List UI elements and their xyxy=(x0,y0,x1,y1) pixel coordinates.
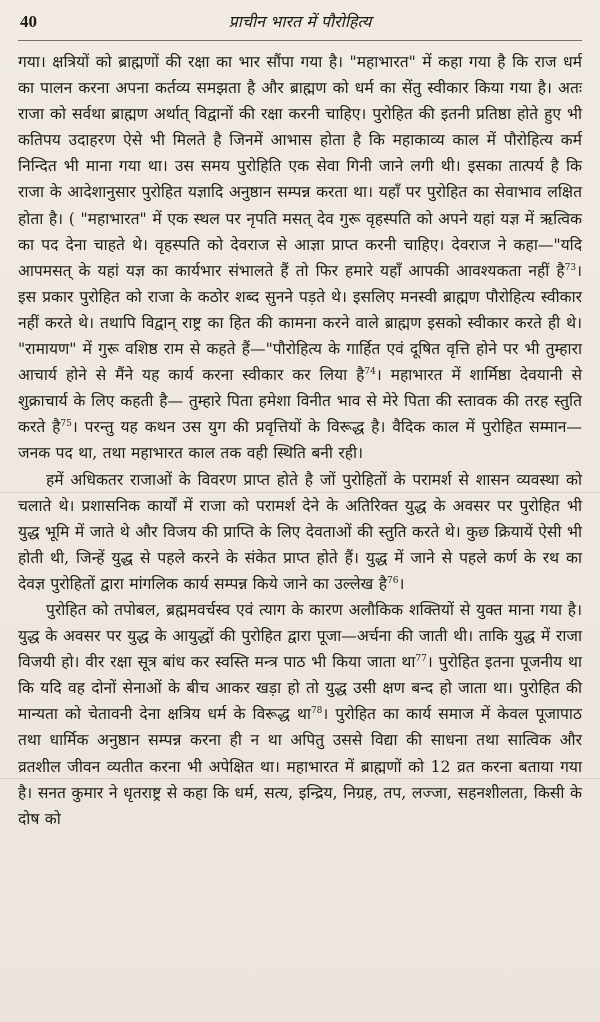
footnote-ref-74: 74 xyxy=(364,366,376,377)
paragraph-segment: । xyxy=(398,574,405,593)
footnote-ref-78: 78 xyxy=(310,706,323,717)
footnote-ref-73: 73 xyxy=(564,262,577,273)
paragraph-segment: । पुरोहित का कार्य समाज में केवल पूजापाठ तथा धार्मिक अनुष्ठान सम्पन्न करना ही न था अपितु उससे विद्या की साधना तथा सात्विक और व्रतशील जीवन व्यतीत करना भी अपेक्षित था। महाभारत में ब्राह्मणों को 12 व्रत करना बताया गया है। सनत कुमार ने धृतराष्ट्र से कहा कि धर्म, सत्य, इन्द्रिय, निग्रह, तप, लज्जा, सहनशीलता, किसी के दोष को xyxy=(18,705,582,828)
paragraph-segment: । पुरोहित इतना पूजनीय था कि यदि वह दोनों सेनाओं के बीच आकर खड़ा हो तो युद्ध उसी क्षण बन्द हो जाता था। पुरोहित की मान्यता को चेतावनी देना क्षत्रिय धर्म के विरूद्ध था xyxy=(18,653,582,724)
paper-crease xyxy=(0,492,600,493)
paragraph-segment: । परन्तु यह कथन उस युग की प्रवृत्तियों के विरूद्ध है। वैदिक काल में पुरोहित सम्मान—जनक पद था, तथा महाभारत काल तक वही स्थिति बनी रही। xyxy=(18,418,582,463)
paragraph-2 xyxy=(18,467,582,597)
footnote-ref-76: 76 xyxy=(387,575,399,586)
paragraph-segment: । इस प्रकार पुरोहित को राजा के कठोर शब्द सुनने पड़ते थे। इसलिए मनस्वी ब्राह्मण पौरोहित्य स्वीकार नहीं करते थे। तथापि विद्वान् राष्ट्र का हित की कामना करने वाले ब्राह्मण इसको स्वीकार करते ही थे। "रामायण" में गुरू वशिष्ठ राम से कहते हैं—"पौरोहित्य के गार्हित एवं दूषित वृत्ति होने पर भी तुम्हारा आचार्य होने से मैंने यह कार्य करना स्वीकार कर लिया है xyxy=(18,261,582,385)
paragraph-segment: पुरोहित को तपोबल, ब्रह्ममवर्चस्व एवं त्याग के कारण अलौकिक शक्तियों से युक्त माना गया है। युद्ध के अवसर पर युद्ध के आयुद्धों की पुरोहित द्वारा पूजा—अर्चना की जाती थी। ताकि युद्ध में राजा विजयी हो। वीर रक्षा सूत्र बांध कर स्वस्ति मन्त्र पाठ भी किया जाता था xyxy=(18,600,582,672)
paragraph-3 xyxy=(18,597,582,832)
paragraph-segment: । महाभारत में शार्मिष्ठा देवयानी से शुक्राचार्य के लिए कहती है— तुम्हारे पिता हमेशा विनीत भाव से मेरे पिता की स्तावक की तरह स्तुति करते है xyxy=(18,366,582,437)
paragraph-segment: हमें अधिकतर राजाओं के विवरण प्राप्त होते है जों पुरोहितों के परामर्श से शासन व्यवस्था को चलाते थे। प्रशासनिक कार्यों में राजा को परामर्श देने के अतिरिक्त युद्ध के अवसर पर पुरोहित भी युद्ध भूमि में जाते थे और विजय की प्राप्ति के लिए देवताओं की स्तुति करते थे। कुछ क्रियायें ऐसी भी होती थी, जिन्हें युद्ध से पहले करने के संकेत प्राप्त होते हैं। युद्ध में जाने से पहले कर्ण के रथ का देवज्ञ पुरोहितों द्वारा मांगलिक कार्य सम्पन्न किये जाने का उल्लेख है xyxy=(18,470,582,593)
paragraph-segment: गया। क्षत्रियों को ब्राह्मणों की रक्षा का भार सौंपा गया है। "महाभारत" में कहा गया है कि राज धर्म का पालन करना अपना कर्तव्य समझता है और ब्राह्मण को धर्म का सेंतु स्वीकार किया गया है। अतः राजा को सर्वथा ब्राह्मण अर्थात् विद्वानों की रक्षा करनी चाहिए। पुरोहित की इतनी प्रतिष्ठा होते हुए भी कतिपय उदाहरण ऐसे भी मिलते है जिनमें आभास होता है कि महाकाव्य काल में पौरोहित्य कर्म निन्दित भी माना गया था। उस समय पुरोहिति एक सेवा गिनी जाने लगी थी। इसका तात्पर्य है कि राजा के आदेशानुसार पुरोहित यज्ञादि अनुष्ठान सम्पन्न करता था। यहाँ पर पुरोहित का सेवाभाव लक्षित होता है। ( "महाभारत" में एक स्थल पर नृपति मसत् देव गुरू वृहस्पति को अपने यहां यज्ञ में ऋत्विक का पद देना चाहते थे। वृहस्पति को देवराज से आज्ञा प्राप्त करनी चाहिए। देवराज ने कहा—"यदि आपमसत् के यहां यज्ञ का कार्यभार संभालते हैं तो फिर हमारे यहाँ आपकी आवश्यकता नहीं है xyxy=(18,53,582,280)
page-header xyxy=(18,10,582,41)
footnote-ref-77: 77 xyxy=(415,653,427,664)
paragraph-1 xyxy=(18,49,582,467)
page-number: 40 xyxy=(20,12,37,31)
paper-crease xyxy=(0,778,600,779)
running-title: प्राचीन भारत में पौरोहित्य xyxy=(228,12,372,31)
body-text xyxy=(18,49,582,832)
footnote-ref-75: 75 xyxy=(60,419,72,430)
